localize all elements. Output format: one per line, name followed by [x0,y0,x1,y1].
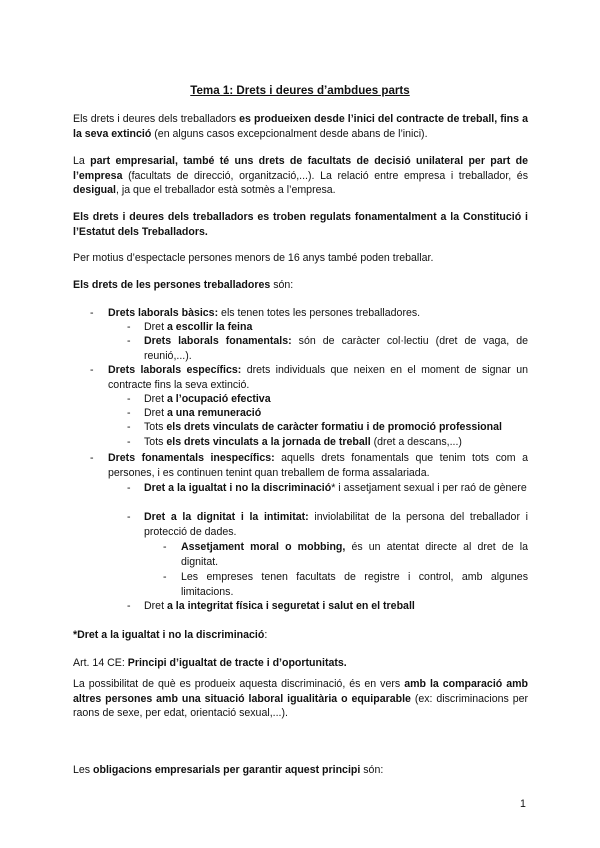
list-bullet: - [127,436,131,448]
text-run: és un atentat directe al dret de la dignitat. [181,541,528,568]
list-item-equality [144,481,528,496]
text-run: aquells drets fonamentals que tenim tots com a persones, i es continuen tenint quan treballem de forma assalariada. [108,452,528,479]
list-item-basic-rights [108,306,528,321]
article-reference [73,656,528,671]
list-item-physical-integrity [144,599,528,614]
list-item-fundamental-rights [144,334,528,363]
text-run: , ja que el treballador està sotmès a l’empresa. [115,184,336,197]
list-item-remuneration [144,406,528,421]
list-item-working-hours [144,435,528,450]
regulation-paragraph [73,210,528,239]
list-bullet: - [127,321,131,333]
text-run: inviolabilitat de la persona del treballador i protecció de dades. [144,511,528,538]
bold-run: a una remuneració [166,407,262,419]
list-item-choose-job [144,320,528,335]
page-title: Tema 1: Drets i deures d’ambdues parts [190,84,410,97]
list-item-specific-rights [108,363,528,392]
bold-run: Drets laborals específics: [108,364,242,376]
employer-paragraph [73,154,528,198]
list-bullet: - [163,541,167,553]
list-item-dignity [144,510,528,539]
bold-run: Els drets de les persones treballadores [73,279,271,291]
bold-run: *Dret a la igualtat i no la discriminació [73,629,265,641]
text-run: són: [360,764,384,776]
discrimination-paragraph [73,677,528,721]
list-bullet: - [127,482,131,494]
text-run: * i assetjament sexual i per raó de gènere [331,482,527,494]
text-run: Dret [144,321,167,333]
list-bullet: - [127,511,131,523]
minors-paragraph: Per motius d’espectacle persones menors de 16 anys també poden treballar. [73,252,434,264]
bold-run: a l’ocupació efectiva [166,393,271,405]
list-item-registry: Les empreses tenen facultats de registre i control, amb algunes limitacions. [181,571,528,598]
list-bullet: - [90,364,94,376]
bold-run: Els drets i deures dels treballadors es troben regulats fonamentalment a la Constitució i l’Estatut dels Treballadors. [73,211,528,238]
text-run: La possibilitat de què es produeix aquesta discriminació, és en vers [73,678,405,690]
text-run: (en alguns casos excepcionalment desde abans de l’inici). [151,127,428,140]
bold-run: amb la comparació amb altres persones amb una situació laboral igualitària o equiparable [73,678,528,705]
list-bullet: - [127,407,131,419]
text-run: drets individuals que neixen en el moment de signar un contracte fins la seva extinció. [108,364,528,391]
bold-run: es produeixen desde l’inici del contracte de treball, fins a la seva extinció [73,113,528,140]
text-run: Tots [144,421,167,433]
text-run: (facultats de direcció, organització,...). La relació entre empresa i treballador, és [122,169,528,182]
list-bullet: - [127,600,131,612]
text-run: (ex: discriminacions per raons de sexe, per edat, orientació sexual,...). [73,692,528,720]
list-bullet: - [127,393,131,405]
text-run: Els drets i deures dels treballadors [73,113,240,125]
text-run: són de caràcter col·lectiu (dret de vaga, de reunió,...). [144,335,528,362]
text-run: : [264,629,268,641]
list-item-mobbing [181,540,528,569]
bold-run: els drets vinculats a la jornada de treball [166,436,371,448]
bold-run: Dret a la igualtat i no la discriminació [144,482,332,494]
list-item-effective-occupation [144,392,528,407]
list-item-training-rights [144,420,528,435]
text-run: Dret [144,393,167,405]
text-run: Dret [144,407,167,419]
text-run: Dret [144,600,167,612]
text-run: els tenen totes les persones treballadores. [218,307,421,319]
bold-run: Principi d’igualtat de tracte i d’oportunitats. [127,657,347,669]
text-run: (dret a descans,...) [370,436,462,448]
intro-paragraph [73,112,528,141]
page-number: 1 [520,798,526,810]
text-run: Tots [144,436,167,448]
bold-run: desigual [73,184,116,197]
bold-run: obligacions empresarials per garantir aquest principi [93,764,361,776]
bold-run: a la integritat física i seguretat i salut en el treball [166,600,415,612]
list-bullet: - [127,335,131,347]
bold-run: Drets laborals fonamentals: [144,335,292,347]
rights-heading [73,278,528,293]
bold-run: Drets fonamentals inespecífics: [108,452,275,464]
bold-run: Dret a la dignitat i la intimitat: [144,511,309,523]
obligations-paragraph [73,763,528,778]
list-bullet: - [90,452,94,464]
list-bullet: - [127,421,131,433]
bold-run: part empresarial, també té uns drets de facultats de decisió unilateral per part de l’empresa [73,155,528,182]
list-bullet: - [163,571,167,583]
equality-note-heading [73,628,528,643]
bold-run: Assetjament moral o mobbing, [181,541,346,553]
text-run: La [73,155,91,167]
bold-run: Drets laborals bàsics: [108,307,219,319]
bold-run: els drets vinculats de caràcter formatiu i de promoció professional [166,421,502,433]
bold-run: a escollir la feina [166,321,253,333]
text-run: són: [270,279,294,291]
text-run: Art. 14 CE: [73,657,128,669]
text-run: Les [73,764,94,776]
list-bullet: - [90,307,94,319]
list-item-nonspecific-rights [108,451,528,480]
